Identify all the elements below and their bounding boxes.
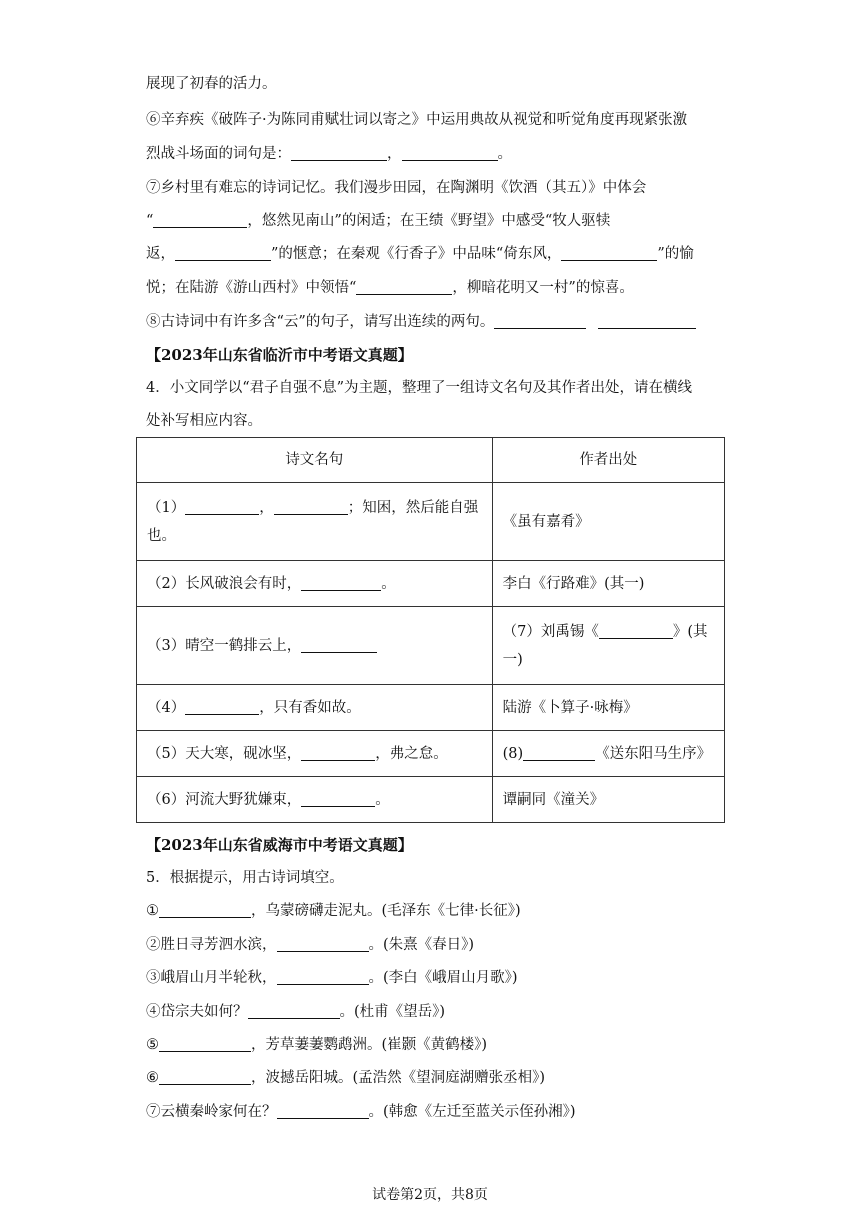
list-item: ⑥ ，波撼岳阳城。(孟浩然《望洞庭湖赠张丞相》) [146,1070,546,1086]
table-cell: （6）河流大野犹嫌束， 。 [137,777,493,823]
answer-blank[interactable] [599,624,673,639]
answer-blank[interactable] [277,937,369,952]
answer-blank[interactable] [274,500,348,515]
text: “ [146,213,154,229]
question-7-line-3 [146,244,694,264]
answer-blank[interactable] [248,1004,340,1019]
answer-blank[interactable] [301,792,375,807]
text: 展现了初春的活力。 [146,76,277,92]
table-row [137,561,725,607]
question-4-text [146,378,692,398]
text: ，柳暗花明又一村”的惊喜。 [452,280,634,296]
answer-blank[interactable] [598,314,696,329]
answer-blank[interactable] [185,700,259,715]
answer-blank[interactable] [494,314,586,329]
question-7-line-2 [146,211,610,231]
table-cell: （5）天大寒，砚冰坚， ，弗之怠。 [137,731,493,777]
table-header-cell: 诗文名句 [137,438,493,483]
table-cell: （7）刘禹锡《 》(其 一) [492,607,724,685]
answer-blank[interactable] [277,970,369,985]
question-6-line [146,110,687,130]
answer-blank[interactable] [301,576,381,591]
text: 处补写相应内容。 [146,413,262,429]
text: 返， [146,246,175,262]
table-cell: (8) 《送东阳马生序》 [492,731,724,777]
list-item: ③峨眉山月半轮秋， 。(李白《峨眉山月歌》) [146,970,518,986]
table-cell: （3）晴空一鹤排云上， [137,607,493,685]
text: 4．小文同学以“君子自强不息”为主题，整理了一组诗文名句及其作者出处，请在横线 [146,380,693,396]
text: ”的愉 [657,246,694,262]
table-row [137,731,725,777]
answer-blank[interactable] [159,1070,251,1085]
table-header-row [137,438,725,483]
text: ，悠然见南山”的闲适；在王绩《野望》中感受“牧人驱犊 [247,213,611,229]
table-row [137,607,725,685]
text: 悦；在陆游《游山西村》中领悟“ [146,280,357,296]
table-row [137,685,725,731]
table-cell: （1） ， ；知困，然后能自强 也。 [137,483,493,561]
list-item: ②胜日寻芳泗水滨， 。(朱熹《春日》) [146,937,475,953]
table-cell: 李白《行路难》(其一) [492,561,724,607]
text: 。 [497,146,512,162]
table-row [137,483,725,561]
list-item: ① ，乌蒙磅礴走泥丸。(毛泽东《七律·长征》) [146,903,521,919]
answer-blank[interactable] [175,246,271,261]
text-line [146,74,277,94]
section-heading: 【2023年山东省临沂市中考语文真题】 [146,346,413,364]
answer-blank[interactable] [153,213,247,228]
text: 烈战斗场面的词句是： [146,146,291,162]
answer-blank[interactable] [561,246,657,261]
page-footer: 试卷第2页，共8页 [372,1187,488,1203]
answer-blank[interactable] [402,146,498,161]
answer-blank[interactable] [277,1104,369,1119]
table-cell: （2）长风破浪会有时， 。 [137,561,493,607]
answer-blank[interactable] [185,500,259,515]
table-cell: （4） ，只有香如故。 [137,685,493,731]
text: ⑦乡村里有难忘的诗词记忆。我们漫步田园，在陶渊明《饮酒（其五）》中体会 [146,180,647,196]
text: ， [387,146,402,162]
table-header-cell: 作者出处 [492,438,724,483]
text: ”的惬意；在秦观《行香子》中品味“倚东风， [271,246,562,262]
text: 5．根据提示，用古诗词填空。 [146,870,344,886]
answer-blank[interactable] [159,1037,251,1052]
list-item: ④岱宗夫如何？ 。(杜甫《望岳》) [146,1004,446,1020]
table-cell: 《虽有嘉肴》 [492,483,724,561]
list-item: ⑤ ，芳草萋萋鹦鹉洲。(崔颢《黄鹤楼》) [146,1037,488,1053]
text: ⑥辛弃疾《破阵子·为陈同甫赋壮词以寄之》中运用典故从视觉和听觉角度再现紧张激 [146,112,688,128]
table-cell: 谭嗣同《潼关》 [492,777,724,823]
table-cell: 陆游《卜算子·咏梅》 [492,685,724,731]
answer-blank[interactable] [301,746,375,761]
list-item: ⑦云横秦岭家何在？ 。(韩愈《左迁至蓝关示侄孙湘》) [146,1104,576,1120]
answer-blank[interactable] [356,280,452,295]
question-7-line [146,178,646,198]
answer-blank[interactable] [301,638,377,653]
answer-blank[interactable] [291,146,387,161]
question-8-line [146,312,696,332]
question-7-line-4 [146,278,634,298]
question-6-line-2 [146,144,512,164]
question-4-text-2 [146,411,262,431]
section-heading: 【2023年山东省威海市中考语文真题】 [146,836,413,854]
poem-table [136,437,725,823]
table-row [137,777,725,823]
question-5-text [146,868,344,888]
text: ⑧古诗词中有许多含“云”的句子，请写出连续的两句。 [146,314,495,330]
answer-blank[interactable] [523,746,595,761]
answer-blank[interactable] [159,903,251,918]
